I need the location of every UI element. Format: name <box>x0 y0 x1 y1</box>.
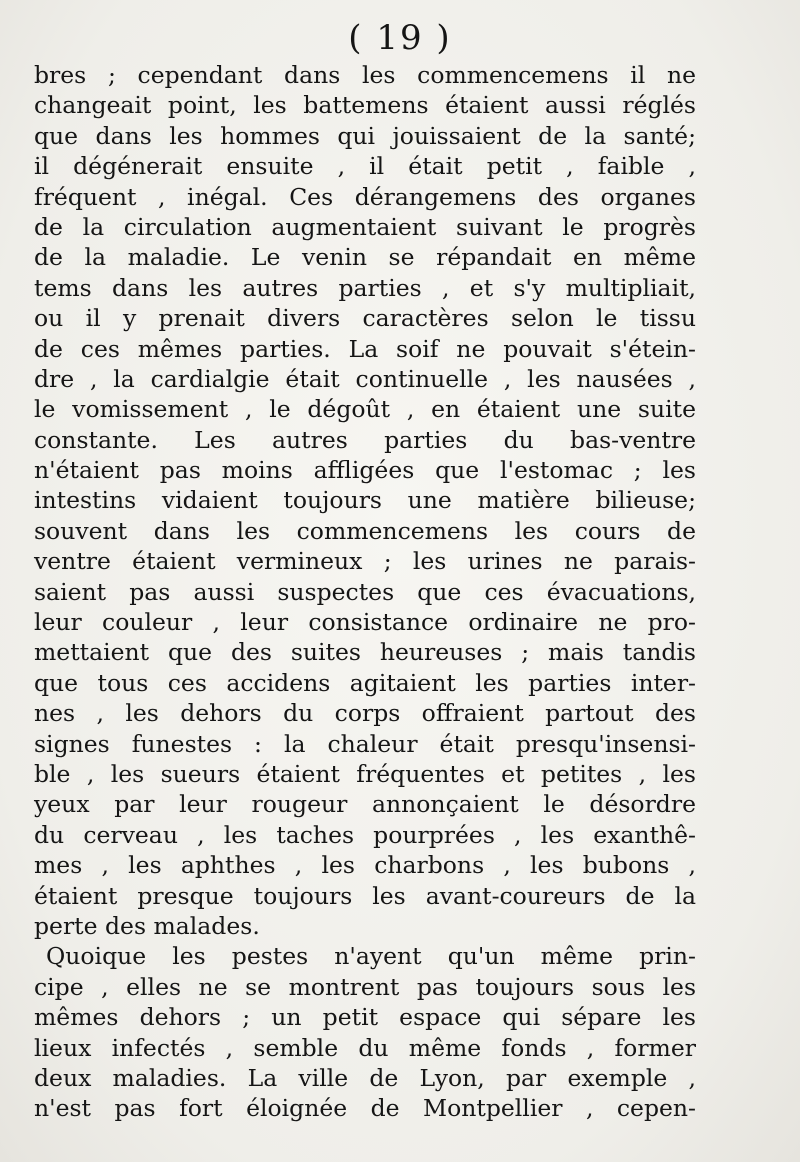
text-line: ble , les sueurs étaient fréquentes et petites , les <box>34 759 696 788</box>
text-line: que tous ces accidens agitaient les parties inter- <box>34 668 696 697</box>
text-line: n'est pas fort éloignée de Montpellier , cepen- <box>34 1094 696 1123</box>
text-line: mêmes dehors ; un petit espace qui sépare les <box>34 1003 696 1032</box>
text-line: de ces mêmes parties. La soif ne pouvait s'étein- <box>34 334 696 363</box>
text-line: étaient presque toujours les avant-coureurs de la <box>34 881 696 910</box>
text-line: que dans les hommes qui jouissaient de la santé; <box>34 121 696 150</box>
text-line: ou il y prenait divers caractères selon le tissu <box>34 304 696 333</box>
text-line: leur couleur , leur consistance ordinaire ne pro- <box>34 608 696 637</box>
text-line: signes funestes : la chaleur était presqu'insensi- <box>34 729 696 758</box>
text-line: cipe , elles ne se montrent pas toujours sous les <box>34 972 696 1001</box>
text-line: du cerveau , les taches pourprées , les exanthê- <box>34 820 696 849</box>
text-line: lieux infectés , semble du même fonds , former <box>34 1033 696 1062</box>
text-line: changeait point, les battemens étaient aussi réglés <box>34 91 696 120</box>
text-line: constante. Les autres parties du bas-ventre <box>34 425 696 454</box>
text-line: de la maladie. Le venin se répandait en même <box>34 243 696 272</box>
text-line: yeux par leur rougeur annonçaient le désordre <box>34 790 696 819</box>
text-line: mettaient que des suites heureuses ; mais tandis <box>34 638 696 667</box>
text-line: dre , la cardialgie était continuelle , les nausées , <box>34 364 696 393</box>
text-line: de la circulation augmentaient suivant le progrès <box>34 212 696 241</box>
page-number: ( 19 ) <box>348 18 452 58</box>
text-line: n'étaient pas moins affligées que l'estomac ; les <box>34 456 696 485</box>
text-line: le vomissement , le dégoût , en étaient une suite <box>34 395 696 424</box>
text-line: bres ; cependant dans les commencemens il ne <box>34 61 696 89</box>
text-line: nes , les dehors du corps offraient partout des <box>34 699 696 728</box>
text-line: Quoique les pestes n'ayent qu'un même prin- <box>46 942 696 971</box>
text-line: souvent dans les commencemens les cours de <box>34 516 696 545</box>
text-line: tems dans les autres parties , et s'y multipliait, <box>34 273 696 302</box>
text-line: deux maladies. La ville de Lyon, par exemple , <box>34 1063 696 1092</box>
text-line: mes , les aphthes , les charbons , les bubons , <box>34 851 696 880</box>
text-line: fréquent , inégal. Ces dérangemens des organes <box>34 182 696 211</box>
text-line: intestins vidaient toujours une matière bilieuse; <box>34 486 696 515</box>
text-line: ventre étaient vermineux ; les urines ne parais- <box>34 547 696 576</box>
body-text <box>34 60 696 1124</box>
text-line: saient pas aussi suspectes que ces évacuations, <box>34 577 696 606</box>
text-line: perte des malades. <box>34 911 260 940</box>
text-line: il dégénerait ensuite , il était petit , faible , <box>34 152 696 181</box>
